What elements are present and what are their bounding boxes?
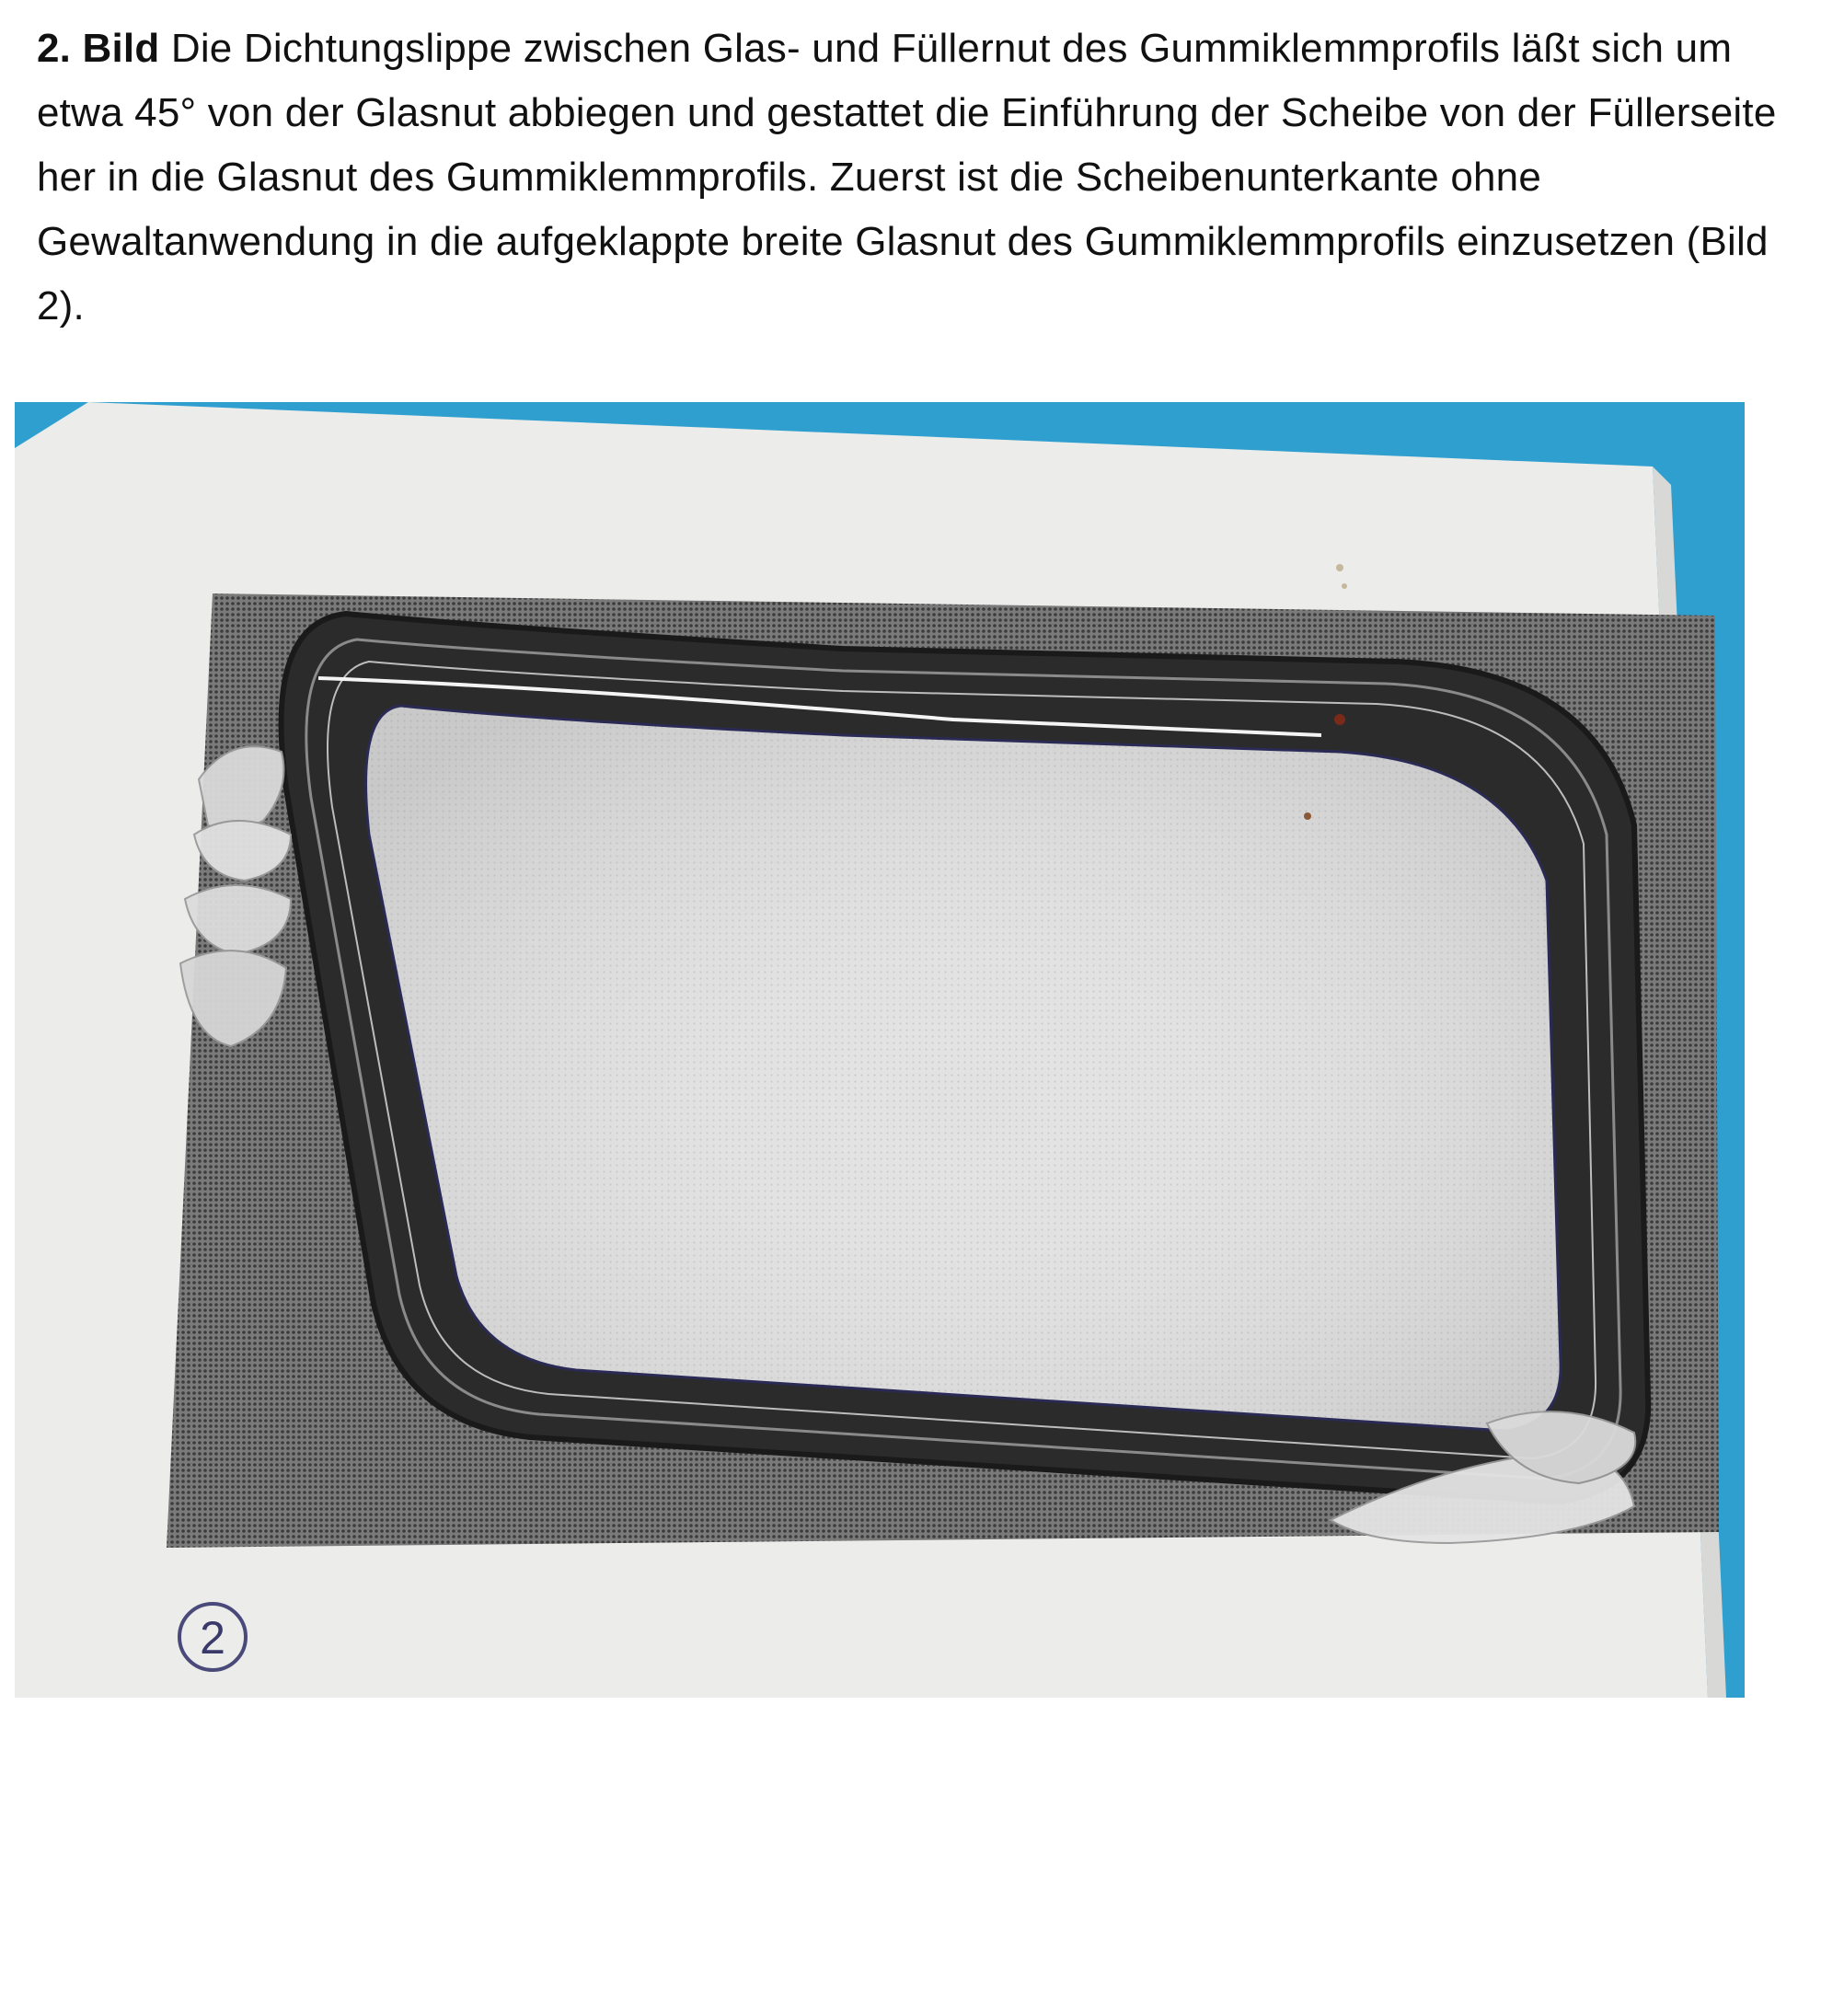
- caption-label: 2. Bild: [37, 26, 160, 71]
- instruction-photo: [15, 402, 1745, 1698]
- figure-number-text: 2: [200, 1612, 225, 1664]
- caption-text: Die Dichtungslippe zwischen Glas- und Füllernut des Gummiklemmprofils läßt sich um etwa 45° von der Glasnut abbiegen und gestattet die Einführung der Scheibe von der Füllerseite her in die Glasnut des Gummiklemmprofils. Zuerst ist die Scheibenunterkante ohne Gewaltanwendung in die aufgeklappte breite Glasnut des Gummiklemmprofils einzusetzen (Bild 2).: [37, 26, 1777, 328]
- photo-illustration: [15, 402, 1745, 1698]
- stain-mark: [1334, 714, 1345, 725]
- figure-caption: [37, 17, 1785, 339]
